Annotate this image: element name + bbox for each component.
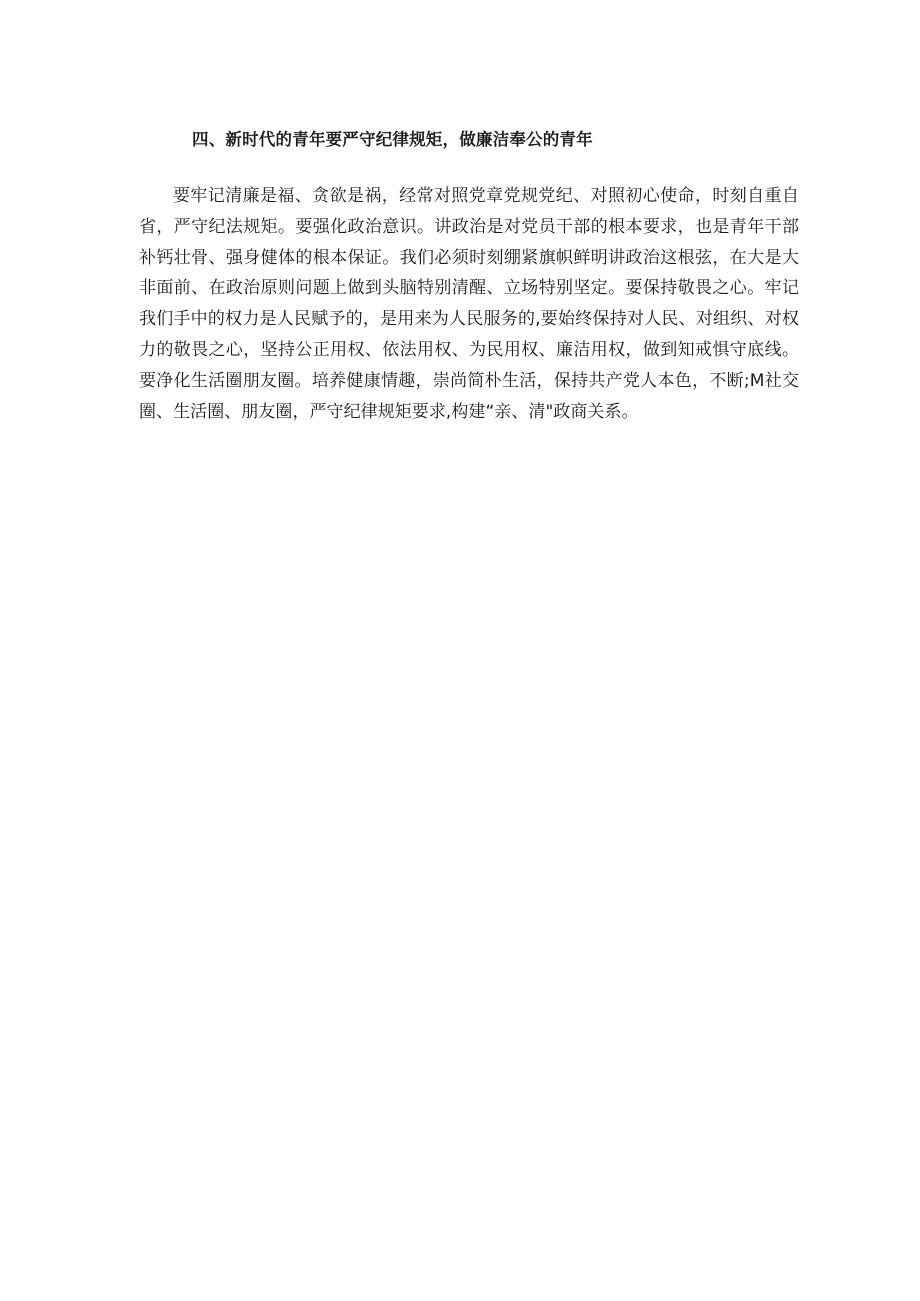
body-paragraph: 要牢记清廉是福、贪欲是祸，经常对照党章党规党纪、对照初心使命，时刻自重自省，严守纪法规矩。要强化政治意识。讲政治是对党员干部的根本要求，也是青年干部补钙壮骨、强身健体的根本保证。我们必须时刻绷紧旗帜鲜明讲政治这根弦，在大是大非面前、在政治原则问题上做到头脑特别清醒、立场特别坚定。要保持敬畏之心。牢记我们手中的权力是人民赋予的，是用来为人民服务的,要始终保持对人民、对组织、对权力的敬畏之心，坚持公正用权、依法用权、为民用权、廉洁用权，做到知戒惧守底线。要净化生活圈朋友圈。培养健康情趣，崇尚简朴生活，保持共产党人本色，不断;M社交圈、生活圈、朋友圈，严守纪律规矩要求,构建“亲、清"政商关系。 bbox=[139, 186, 799, 422]
section-heading: 四、新时代的青年要严守纪律规矩，做廉洁奉公的青年 bbox=[192, 130, 593, 149]
